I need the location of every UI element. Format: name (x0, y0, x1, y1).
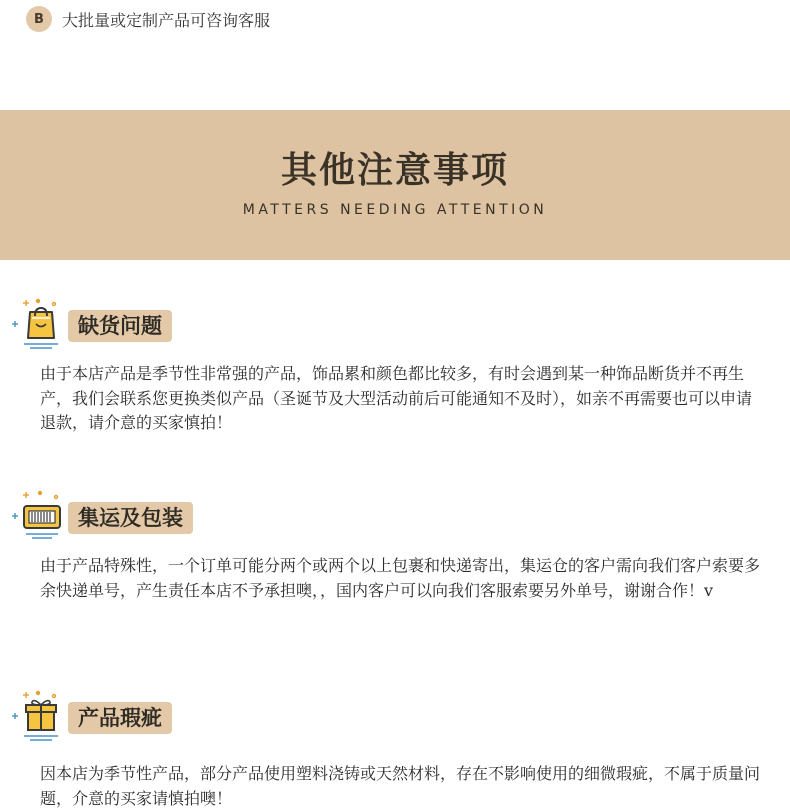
gift-icon (8, 690, 68, 744)
top-note (26, 6, 270, 32)
banner-subtitle: MATTERS NEEDING ATTENTION (242, 202, 548, 218)
section-title: 集运及包装 (68, 502, 193, 534)
section-title: 缺货问题 (68, 310, 172, 342)
shopping-bag-icon (8, 298, 68, 352)
section-banner (0, 110, 790, 260)
top-note-text: 大批量或定制产品可咨询客服 (62, 10, 271, 30)
section-title: 产品瑕疵 (68, 702, 172, 734)
ticket-icon (8, 490, 68, 544)
letter-badge: B (26, 6, 52, 32)
banner-title: 其他注意事项 (280, 149, 509, 191)
section-body: 由于本店产品是季节性非常强的产品，饰品累和颜色都比较多，有时会遇到某一种饰品断货并不再生产，我们会联系您更换类似产品（圣诞节及大型活动前后可能通知不及时），如亲不再需要也可以申请退款，请介意的买家慎拍！ (40, 364, 753, 432)
section-body: 因本店为季节性产品，部分产品使用塑料浇铸或天然材料，存在不影响使用的细微瑕疵，不属于质量问题，介意的买家请慎拍噢！ (40, 764, 761, 808)
section-body: 由于产品特殊性，一个订单可能分两个或两个以上包裹和快递寄出，集运仓的客户需向我们客户索要多余快递单号，产生责任本店不予承担噢，，国内客户可以向我们客服索要另外单号，谢谢合作！v (40, 556, 761, 600)
